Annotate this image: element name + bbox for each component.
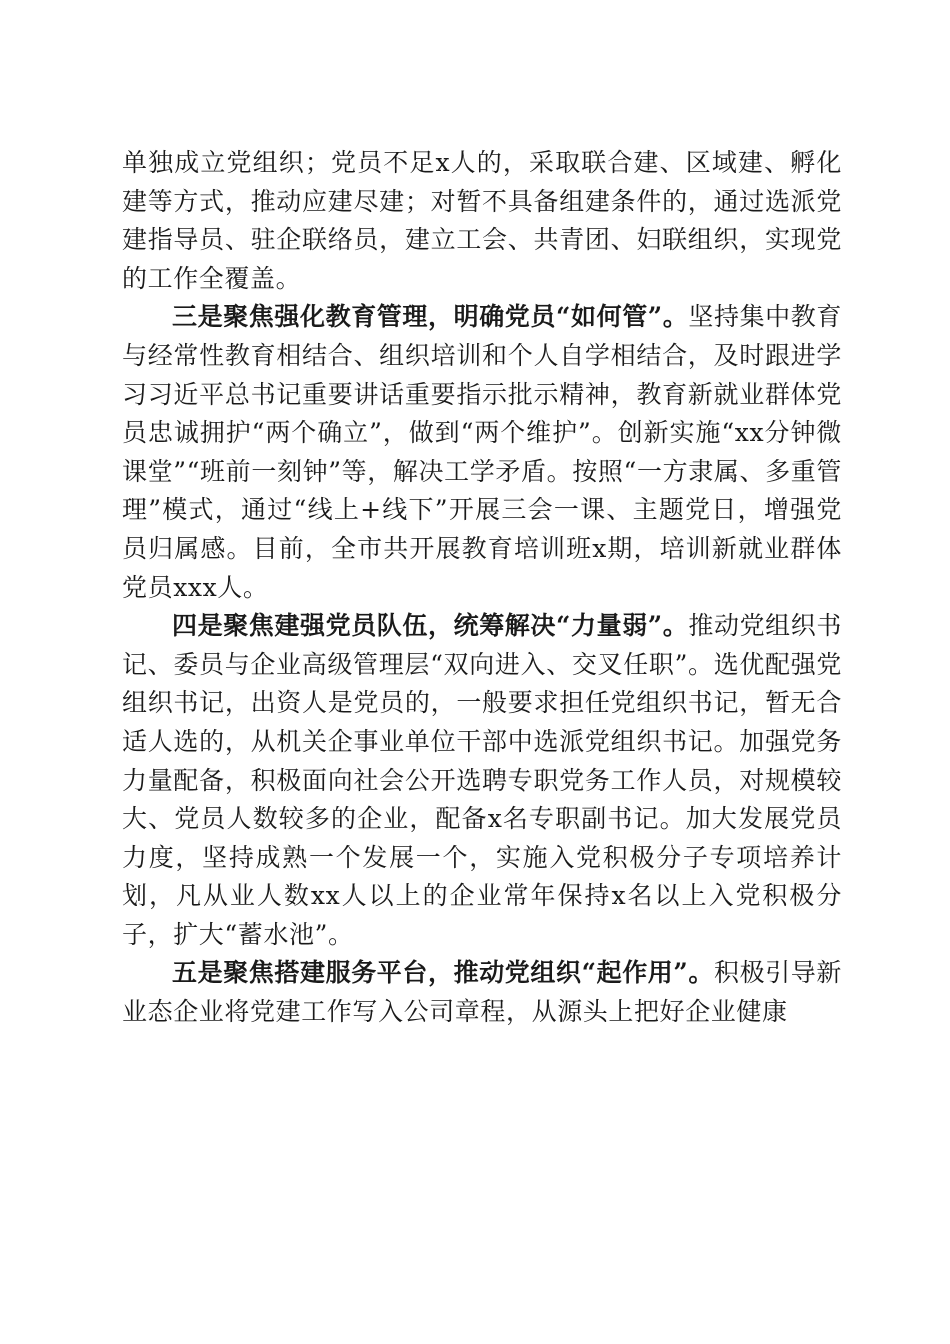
paragraph-service-platform <box>122 954 842 1031</box>
paragraph-continuation <box>122 144 842 298</box>
paragraph-lead: 四是聚焦建强党员队伍，统筹解决“力量弱”。 <box>172 611 689 641</box>
paragraph-lead: 三是聚焦强化教育管理，明确党员“如何管”。 <box>172 302 689 332</box>
document-body <box>122 144 842 1032</box>
paragraph-text: 单独成立党组织；党员不足x人的，采取联合建、区域建、孵化建等方式，推动应建尽建；对暂不具备组建条件的，通过选派党建指导员、驻企联络员，建立工会、共青团、妇联组织，实现党的工作全覆盖。 <box>122 148 842 293</box>
paragraph-text: 坚持集中教育与经常性教育相结合、组织培训和个人自学相结合，及时跟进学习习近平总书记重要讲话重要指示批示精神，教育新就业群体党员忠诚拥护“两个确立”，做到“两个维护”。创新实施“xx分钟微课堂”“班前一刻钟”等，解决工学矛盾。按照“一方隶属、多重管理”模式，通过“线上+线下”开展三会一课、主题党日，增强党员归属感。目前，全市共开展教育培训班x期，培训新就业群体党员xxx人。 <box>122 302 842 602</box>
paragraph-education-management <box>122 298 842 607</box>
paragraph-lead: 五是聚焦搭建服务平台，推动党组织“起作用”。 <box>172 958 714 988</box>
paragraph-text: 推动党组织书记、委员与企业高级管理层“双向进入、交叉任职”。选优配强党组织书记，出资人是党员的，一般要求担任党组织书记，暂无合适人选的，从机关企事业单位干部中选派党组织书记。加强党务力量配备，积极面向社会公开选聘专职党务工作人员，对规模较大、党员人数较多的企业，配备x名专职副书记。加大发展党员力度，坚持成熟一个发展一个，实施入党积极分子专项培养计划，凡从业人数xx人以上的企业常年保持x名以上入党积极分子，扩大“蓄水池”。 <box>122 611 842 949</box>
paragraph-member-team <box>122 607 842 954</box>
paragraph-text: 积极引导新业态企业将党建工作写入公司章程，从源头上把好企业健康 <box>122 958 842 1027</box>
